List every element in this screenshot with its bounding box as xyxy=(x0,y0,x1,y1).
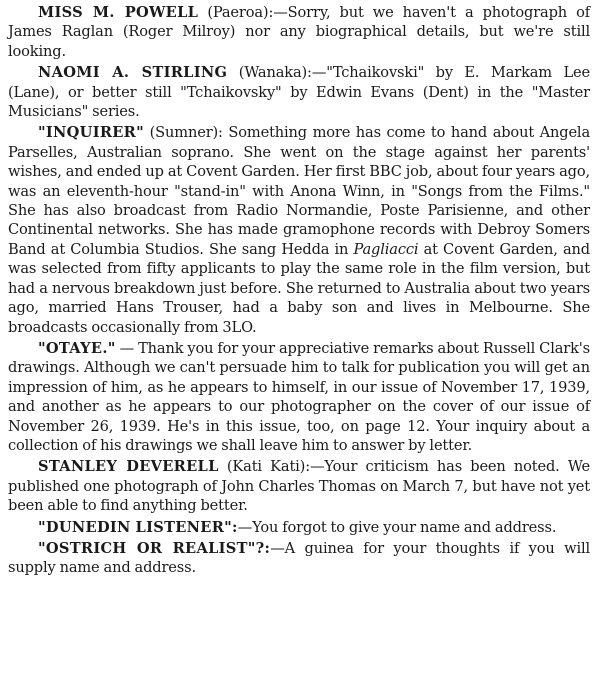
reply-entry xyxy=(8,518,590,537)
correspondent-name: NAOMI A. STIRLING xyxy=(38,64,228,82)
correspondent-place: (Kati Kati): xyxy=(226,458,310,476)
reply-text: —A guinea for your thoughts if you will supply name and address. xyxy=(8,539,590,577)
reply-text: —Your criticism has been noted. We published one photograph of John Charles Thomas on March 7, but have not yet been able to find anything better. xyxy=(8,458,590,515)
correspondent-place: (Sumner): xyxy=(149,124,223,142)
correspondent-name: "INQUIRER" xyxy=(38,124,145,142)
correspondent-name: "OSTRICH OR REALIST"?: xyxy=(38,539,271,557)
correspondent-name: STANLEY DEVERELL xyxy=(38,458,219,476)
reply-entry xyxy=(8,123,590,336)
correspondent-place: (Wanaka): xyxy=(238,64,312,82)
reply-text: at Covent Garden, and was selected from fifty applicants to play the same role in the film version, but had a nervous breakdown just before. She returned to Australia about two years ago, married Hans Trouser, had a baby son and lives in Melbourne. She broadcasts occasionally from 3LO. xyxy=(8,240,590,336)
reply-text: — Thank you for your appreciative remarks about Russell Clark's drawings. Although we can't persuade him to talk for publication you will get an impression of him, as he appears to himself, in our issue of November 17, 1939, and another as he appears to our photographer on the cover of our issue of November 26, 1939. He's in this issue, too, on page 12. Your inquiry about a collection of his drawings we shall leave him to answer by letter. xyxy=(8,339,590,454)
reply-text: —Sorry, but we haven't a photograph of James Raglan (Roger Milroy) nor any biographical details, but we're still looking. xyxy=(8,4,590,60)
reply-text: Something more has come to hand about Angela Parselles, Australian soprano. She went on the stage against her parents' wishes, and ended up at Covent Garden. Her first BBC job, about four years ago, was an eleventh-hour "stand-in" with Anona Winn, in "Songs from the Films." She has also broadcast from Radio Normandie, Poste Parisienne, and other Continental networks. She has made gramophone records with Debroy Somers Band at Columbia Studios. She sang Hedda in xyxy=(8,124,590,258)
reply-text: —You forgot to give your name and address. xyxy=(237,518,557,536)
correspondent-name: "DUNEDIN LISTENER": xyxy=(38,518,238,536)
reply-text: —"Tchaikovski" by E. Markam Lee (Lane), or better still "Tchaikovsky" by Edwin Evans (Dent) in the "Master Musicians" series. xyxy=(8,64,591,121)
reply-entry xyxy=(8,339,590,455)
reply-entry xyxy=(8,457,590,515)
reply-entry xyxy=(8,3,590,61)
correspondent-name: MISS M. POWELL xyxy=(38,4,199,21)
reply-entry xyxy=(8,63,590,121)
reply-entry xyxy=(8,539,590,578)
correspondent-name: "OTAYE." xyxy=(38,339,116,357)
reply-text-italic: Pagliacci xyxy=(353,240,419,258)
correspondent-place: (Paeroa): xyxy=(207,4,274,21)
